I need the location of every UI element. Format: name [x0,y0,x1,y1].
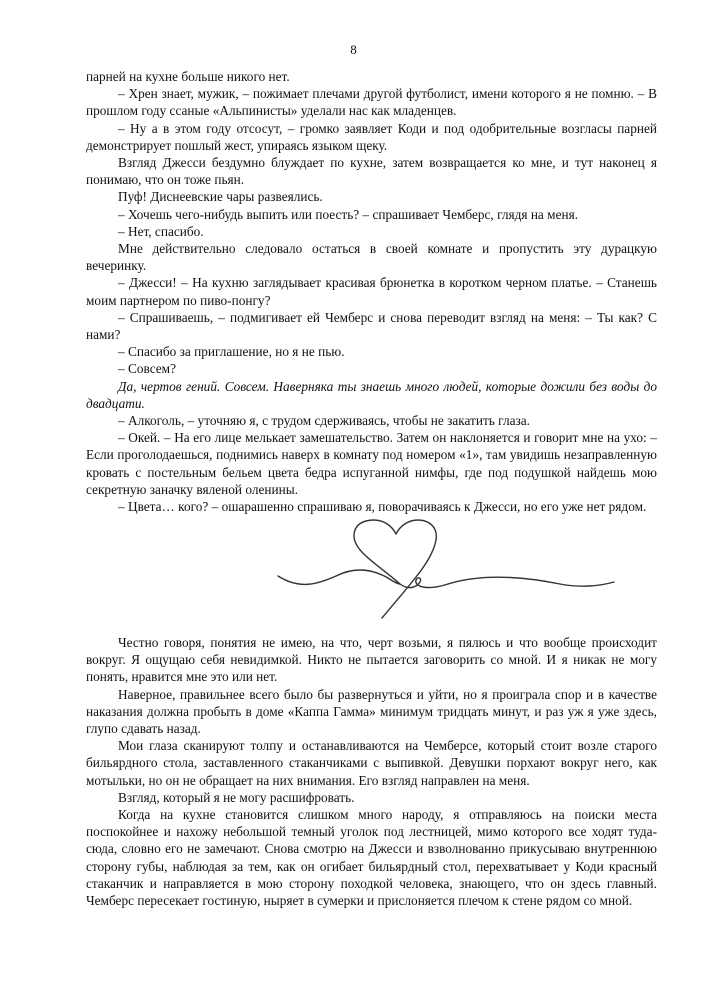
top-paragraph: – Совсем? [118,361,176,377]
top-paragraph: Мне действительно следовало остаться в своей комнате и пропустить эту дурацкую вечеринку. [86,241,657,274]
top-paragraph: парней на кухне больше никого нет. [86,69,290,84]
top-paragraph: – Алкоголь, – уточняю я, с трудом сдерживаясь, чтобы не закатить глаза. [118,413,530,429]
top-paragraph: – Спасибо за приглашение, но я не пью. [118,344,345,360]
top-paragraph: – Окей. – На его лице мелькает замешательство. Затем он наклоняется и говорит мне на ухо: – Если проголодаешься, поднимись наверх в комнату под номером «1», там увидишь незаправленную кровать с постельным бельем цвета бедра испуганной нимфы, где под подушкой найдешь мою секретную заначку вяленой оленины. [86,430,657,497]
bottom-paragraph: Мои глаза сканируют толпу и останавливаются на Чемберсе, который стоит возле старого бильярдного стола, заставленного стаканчиками с выпивкой. Девушки порхают вокруг него, как мотыльки, но он не обращает на них внимания. Его взгляд направлен на меня. [86,738,657,788]
page-number: 8 [350,42,357,57]
top-paragraph: Пуф! Диснеевские чары развеялись. [118,189,323,205]
text-block-bottom [86,634,657,909]
bottom-paragraph: Честно говоря, понятия не имею, на что, черт возьми, я пялюсь и что вообще происходит вокруг. Я ощущаю себя невидимкой. Никто не пытается заговорить со мной. И я никак не могу понять, нравится мне это или нет. [86,635,657,685]
top-paragraph: – Хрен знает, мужик, – пожимает плечами другой футболист, имени которого я не помню. – В прошлом году ссаные «Альпинисты» уделали нас как младенцев. [86,86,657,119]
top-paragraph: – Джесси! – На кухню заглядывает красивая брюнетка в коротком черном платье. – Станешь моим партнером по пиво-понгу? [86,275,657,308]
text-block-top [86,68,657,515]
heart-line-divider-icon [270,518,620,628]
bottom-paragraph: Когда на кухне становится слишком много народу, я отправляюсь на поиски места поспокойнее и нахожу небольшой темный уголок под лестницей, мимо которого все ходят туда-сюда, словно его не замечают. Снова смотрю на Джесси и взволнованно прикусываю внутреннюю сторону губы, наблюдая за тем, как он огибает бильярдный стол, перехватывает у Коди красный стаканчик и направляется в мою сторону походкой человека, знающего, что он здесь главный. Чемберс пересекает гостиную, ныряет в сумерки и прислоняется плечом к стене рядом со мной. [86,807,657,909]
top-paragraph: – Цвета… кого? – ошарашенно спрашиваю я, поворачиваясь к Джесси, но его уже нет рядом. [118,499,647,515]
top-paragraph: Да, чертов гений. Совсем. Наверняка ты знаешь много людей, которые дожили без воды до двадцати. [86,378,657,411]
bottom-paragraph: Наверное, правильнее всего было бы развернуться и уйти, но я проиграла спор и в качестве наказания должна пробыть в доме «Каппа Гамма» минимум тридцать минут, и раз уж я уже здесь, глупо сдавать назад. [86,686,657,737]
top-paragraph: – Спрашиваешь, – подмигивает ей Чемберс и снова переводит взгляд на меня: – Ты как? С нами? [86,309,657,343]
top-paragraph: – Ну а в этом году отсосут, – громко заявляет Коди и под одобрительные возгласы парней демонстрирует пошлый жест, упираясь языком щеку. [86,120,657,153]
top-paragraph: – Хочешь чего-нибудь выпить или поесть? – спрашивает Чемберс, глядя на меня. [118,206,579,222]
bottom-paragraph: Взгляд, который я не могу расшифровать. [118,789,355,805]
top-paragraph: – Нет, спасибо. [118,223,204,239]
top-paragraph: Взгляд Джесси бездумно блуждает по кухне, затем возвращается ко мне, и тут наконец я понимаю, что он тоже пьян. [86,155,657,188]
